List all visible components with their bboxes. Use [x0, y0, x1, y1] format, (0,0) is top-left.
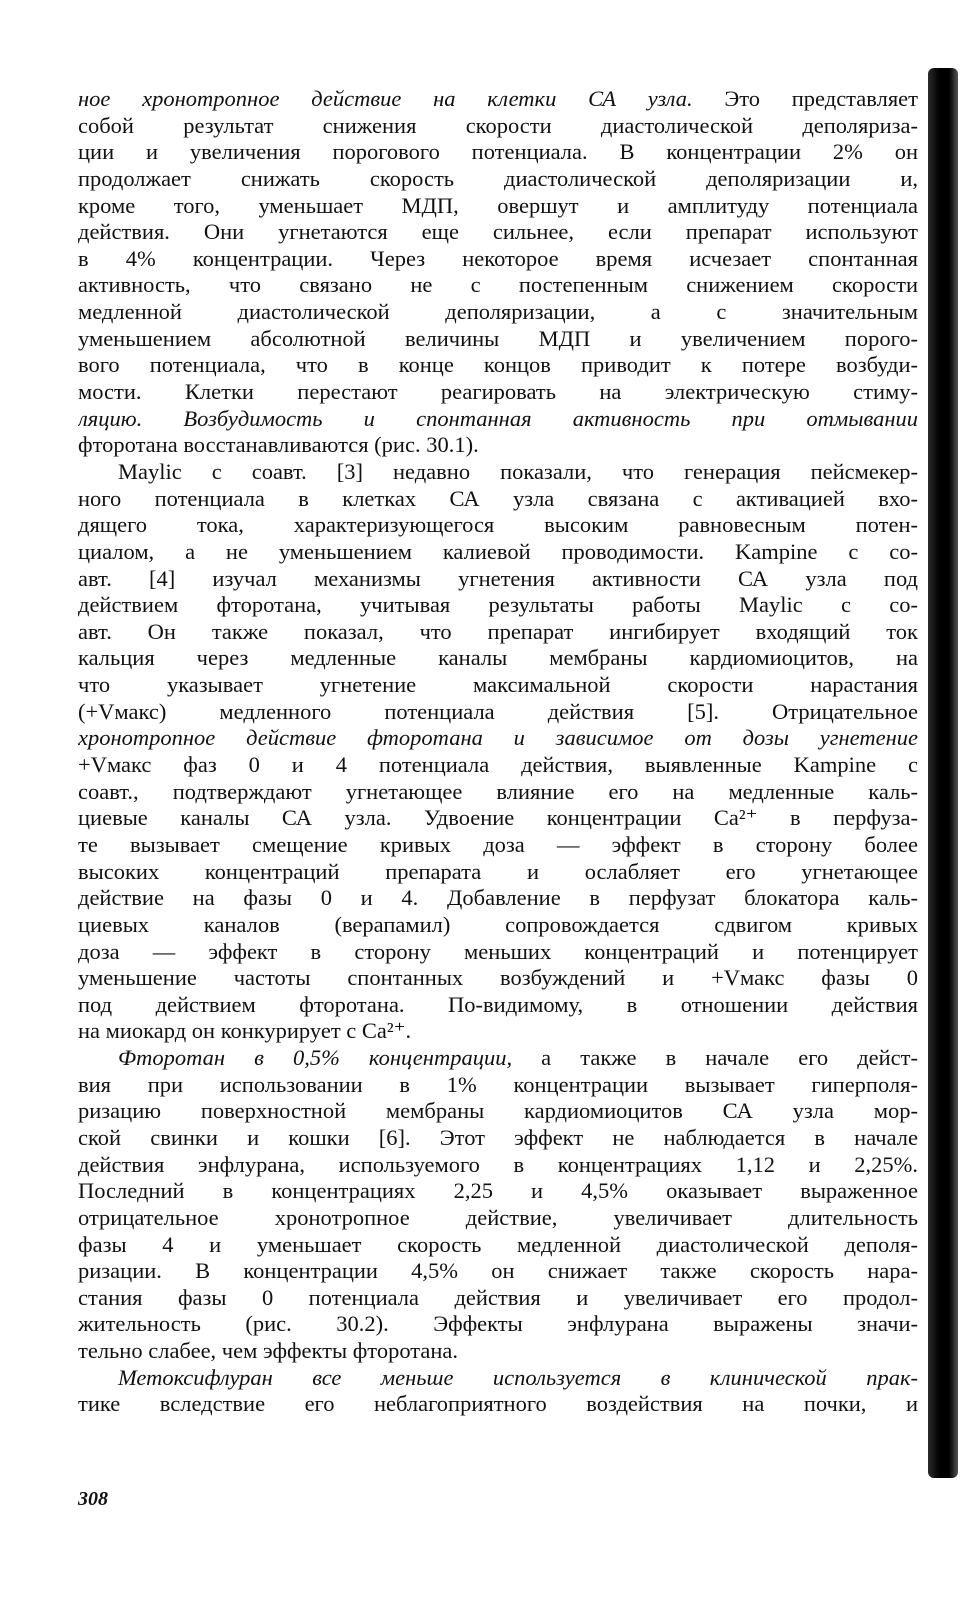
text-line: на миокард он конкурирует с Ca²⁺.	[78, 1018, 412, 1044]
page-text-block	[78, 86, 918, 1418]
text-line: действие на фазы 0 и 4. Добавление в перфузат блокатора каль-	[78, 885, 918, 911]
text-line: доза — эффект в сторону меньших концентраций и потенцирует	[78, 938, 918, 964]
text-line: ное хронотропное действие на клетки СА узла. Это представляет	[78, 86, 918, 111]
text-line: вого потенциала, что в конце концов приводит к потере возбуди-	[78, 352, 918, 378]
text-line: Последний в концентрациях 2,25 и 4,5% оказывает выраженное	[78, 1178, 918, 1204]
text-line: действия. Они угнетаются еще сильнее, если препарат используют	[78, 219, 918, 245]
binding-shadow	[928, 68, 958, 1478]
text-line: медленной диастолической деполяризации, а с значительным	[78, 299, 918, 325]
text-line: тельно слабее, чем эффекты фторотана.	[78, 1338, 459, 1364]
text-line: циалом, а не уменьшением калиевой проводимости. Kampine с со-	[78, 538, 918, 564]
text-line: ляцию. Возбудимость и спонтанная активность при отмывании	[78, 405, 918, 431]
text-line: тике вследствие его неблагоприятного воздействия на почки, и	[78, 1391, 918, 1417]
text-line: кальция через медленные каналы мембраны кардиомиоцитов, на	[78, 645, 918, 671]
text-line: уменьшение частоты спонтанных возбуждений и +Vмакс фазы 0	[78, 965, 918, 991]
text-line: активность, что связано не с постепенным снижением скорости	[78, 272, 918, 298]
text-line: +Vмакс фаз 0 и 4 потенциала действия, выявленные Kampine с	[78, 752, 918, 778]
text-line: отрицательное хронотропное действие, увеличивает длительность	[78, 1204, 918, 1230]
text-line: авт. [4] изучал механизмы угнетения активности СА узла под	[78, 565, 918, 591]
text-line: Фторотан в 0,5% концентрации, а также в начале его дейст-	[118, 1045, 918, 1071]
text-line: (+Vмакс) медленного потенциала действия [5]. Отрицательное	[78, 698, 918, 724]
text-line: вия при использовании в 1% концентрации вызывает гиперполя-	[78, 1071, 918, 1097]
text-line: дящего тока, характеризующегося высоким равновесным потен-	[78, 512, 918, 538]
text-line: ции и увеличения порогового потенциала. В концентрации 2% он	[78, 139, 918, 165]
text-line: авт. Он также показал, что препарат ингибирует входящий ток	[78, 618, 918, 644]
text-line: под действием фторотана. По-видимому, в отношении действия	[78, 991, 918, 1017]
text-line: фторотана восстанавливаются (рис. 30.1).	[78, 432, 479, 458]
text-line: стания фазы 0 потенциала действия и увеличивает его продол-	[78, 1284, 918, 1310]
text-line: ного потенциала в клетках СА узла связана с активацией вхо-	[78, 485, 918, 511]
text-line: уменьшением абсолютной величины МДП и увеличением порого-	[78, 325, 918, 351]
page-number: 308	[78, 1488, 108, 1510]
text-line: кроме того, уменьшает МДП, овершут и амплитуду потенциала	[78, 192, 918, 218]
text-line: собой результат снижения скорости диастолической деполяриза-	[78, 112, 918, 138]
text-line: действия энфлурана, используемого в концентрациях 1,12 и 2,25%.	[78, 1151, 918, 1177]
text-line: что указывает угнетение максимальной скорости нарастания	[78, 672, 918, 698]
text-line: ской свинки и кошки [6]. Этот эффект не наблюдается в начале	[78, 1124, 918, 1150]
text-line: действием фторотана, учитывая результаты работы Mayliс с со-	[78, 592, 918, 618]
text-line: соавт., подтверждают угнетающее влияние его на медленные каль-	[78, 778, 918, 804]
text-line: в 4% концентрации. Через некоторое время исчезает спонтанная	[78, 245, 918, 271]
text-line: циевых каналов (верапамил) сопровождается сдвигом кривых	[78, 911, 918, 937]
text-line: мости. Клетки перестают реагировать на электрическую стиму-	[78, 379, 918, 405]
text-line: те вызывает смещение кривых доза — эффект в сторону более	[78, 831, 918, 857]
text-line: жительность (рис. 30.2). Эффекты энфлурана выражены значи-	[78, 1311, 918, 1337]
text-line: ризацию поверхностной мембраны кардиомиоцитов СА узла мор-	[78, 1098, 918, 1124]
text-line: Mayliс с соавт. [3] недавно показали, что генерация пейсмекер-	[118, 458, 918, 484]
text-line: Метоксифлуран все меньше используется в клинической прак-	[118, 1364, 918, 1390]
text-line: хронотропное действие фторотана и зависимое от дозы угнетение	[78, 725, 918, 751]
text-line: фазы 4 и уменьшает скорость медленной диастолической деполя-	[78, 1231, 918, 1257]
text-line: ризации. В концентрации 4,5% он снижает также скорость нара-	[78, 1258, 918, 1284]
text-line: циевые каналы СА узла. Удвоение концентрации Ca²⁺ в перфуза-	[78, 805, 918, 831]
text-line: продолжает снижать скорость диастолической деполяризации и,	[78, 165, 918, 191]
text-line: высоких концентраций препарата и ослабляет его угнетающее	[78, 858, 918, 884]
